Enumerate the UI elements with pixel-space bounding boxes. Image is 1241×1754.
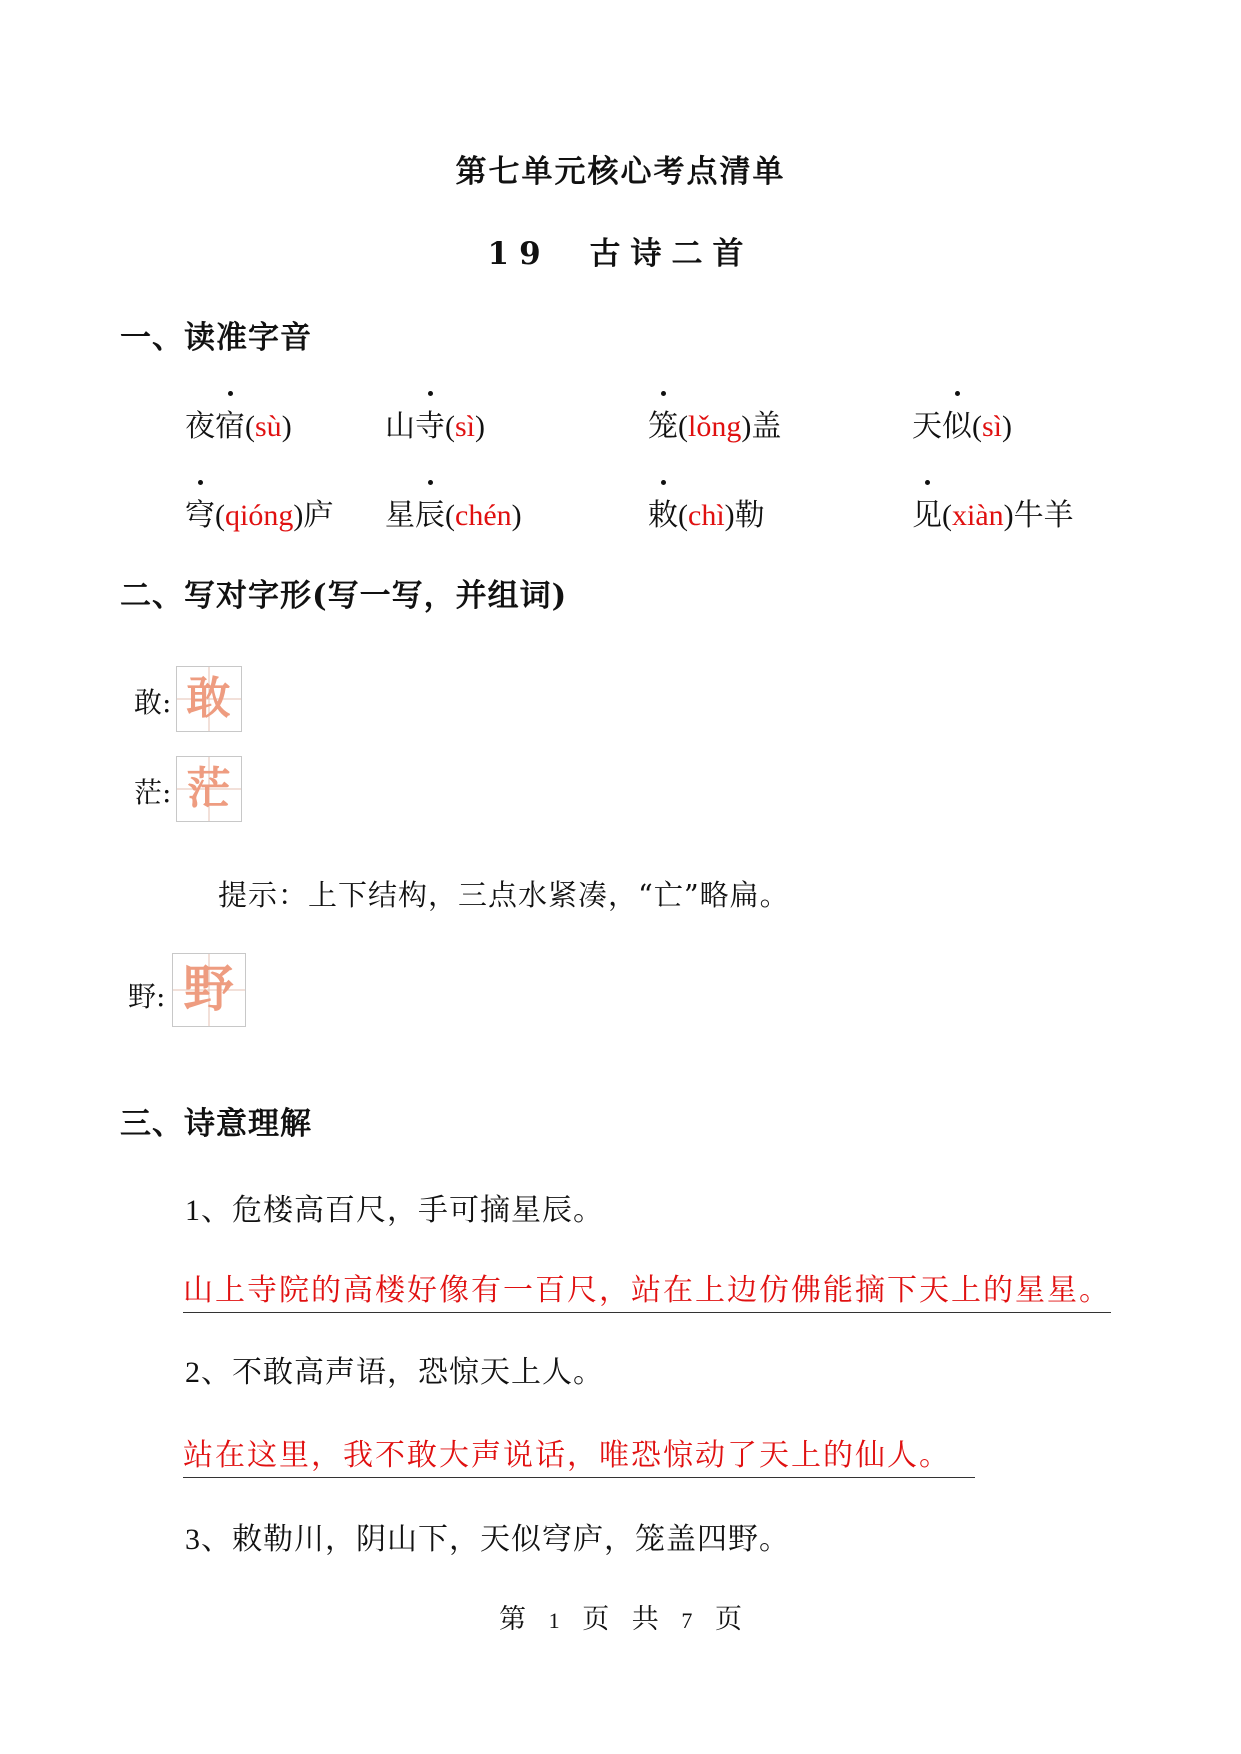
dotted-char: 寺 [415,401,445,445]
close-paren: ) [1003,499,1014,532]
pinyin-answer: chì [688,499,725,532]
footer-page-number: 1 [548,1608,560,1633]
footer-total-pages: 7 [681,1608,693,1633]
word-suffix: 盖 [751,409,782,444]
pinyin-answer: chén [455,499,512,532]
open-paren: ( [678,410,688,443]
lesson-title: 19 古诗二首 [487,236,754,272]
pinyin-answer: xiàn [952,499,1004,532]
close-paren: ) [724,499,735,532]
poem-line-3 [185,1514,790,1558]
dotted-char: 见 [912,490,942,534]
section-heading-meaning: 三、诗意理解 [120,1106,312,1142]
poem-line-1 [185,1185,604,1229]
close-paren: ) [281,410,292,443]
pinyin-answer: lǒng [688,410,742,443]
char-label-ye: 野: [128,980,166,1013]
open-paren: ( [215,499,225,532]
pinyin-answer: qióng [225,499,294,532]
char-label-gan: 敢: [134,686,172,719]
footer-suffix: 页 [714,1604,742,1635]
poem-line-text: 不敢高声语，恐惊天上人。 [232,1355,604,1390]
open-paren: ( [445,410,455,443]
word-prefix: 星 [385,498,415,533]
dotted-char: 辰 [415,490,445,534]
dotted-char: 似 [942,401,972,445]
tracing-box-ye[interactable] [172,953,246,1027]
poem-line-number: 2 [185,1356,201,1389]
close-paren: ) [475,410,486,443]
page-footer [0,1597,1241,1636]
poem-line-2 [185,1347,604,1391]
footer-prefix: 第 [499,1604,527,1635]
pronunciation-item [185,490,333,534]
pinyin-answer: sì [982,410,1003,443]
word-suffix: 庐 [303,498,334,533]
word-prefix: 山 [385,409,415,444]
pinyin-answer: sù [255,410,282,443]
pronunciation-item [185,401,292,445]
poem-line-number: 3 [185,1523,201,1556]
answer-line-1: 山上寺院的高楼好像有一百尺，站在上边仿佛能摘下天上的星星。 [183,1265,1111,1313]
pronunciation-item [912,490,1074,534]
dotted-char: 宿 [215,401,245,445]
close-paren: ) [1002,410,1013,443]
dotted-char: 穹 [185,490,215,534]
close-paren: ) [741,410,752,443]
word-suffix: 勒 [734,498,765,533]
pinyin-answer: sì [455,410,476,443]
open-paren: ( [245,410,255,443]
tracing-char-gan: 敢 [186,673,231,724]
poem-line-sep: 、 [201,1522,232,1557]
poem-line-sep: 、 [201,1193,232,1228]
pronunciation-item [912,401,1012,445]
tracing-char-ye: 野 [183,960,234,1018]
page-title: 第七单元核心考点清单 [455,154,786,190]
open-paren: ( [445,499,455,532]
section-heading-pronunciation: 一、读准字音 [120,320,312,356]
answer-line-2: 站在这里，我不敢大声说话，唯恐惊动了天上的仙人。 [183,1430,975,1478]
char-label-mang: 茫: [134,776,172,809]
pronunciation-item [648,401,781,445]
tracing-box-gan[interactable] [176,666,242,732]
writing-hint: 提示：上下结构，三点水紧凑，“亡”略扁。 [218,878,790,912]
poem-line-number: 1 [185,1194,201,1227]
dotted-char: 笼 [648,401,678,445]
open-paren: ( [942,499,952,532]
word-suffix: 牛羊 [1013,498,1074,533]
poem-line-sep: 、 [201,1355,232,1390]
word-prefix: 天 [912,409,942,444]
close-paren: ) [293,499,304,532]
close-paren: ) [511,499,522,532]
section-heading-writing: 二、写对字形(写一写，并组词) [120,578,568,614]
poem-line-text: 危楼高百尺，手可摘星辰。 [232,1193,604,1228]
pronunciation-item [648,490,765,534]
dotted-char: 敕 [648,490,678,534]
word-prefix: 夜 [185,409,215,444]
tracing-box-mang[interactable] [176,756,242,822]
tracing-char-mang: 茫 [186,763,231,814]
poem-line-text: 敕勒川，阴山下，天似穹庐，笼盖四野。 [232,1522,790,1557]
pronunciation-item [385,490,522,534]
open-paren: ( [678,499,688,532]
footer-middle: 页 共 [582,1604,659,1635]
open-paren: ( [972,410,982,443]
pronunciation-item [385,401,485,445]
